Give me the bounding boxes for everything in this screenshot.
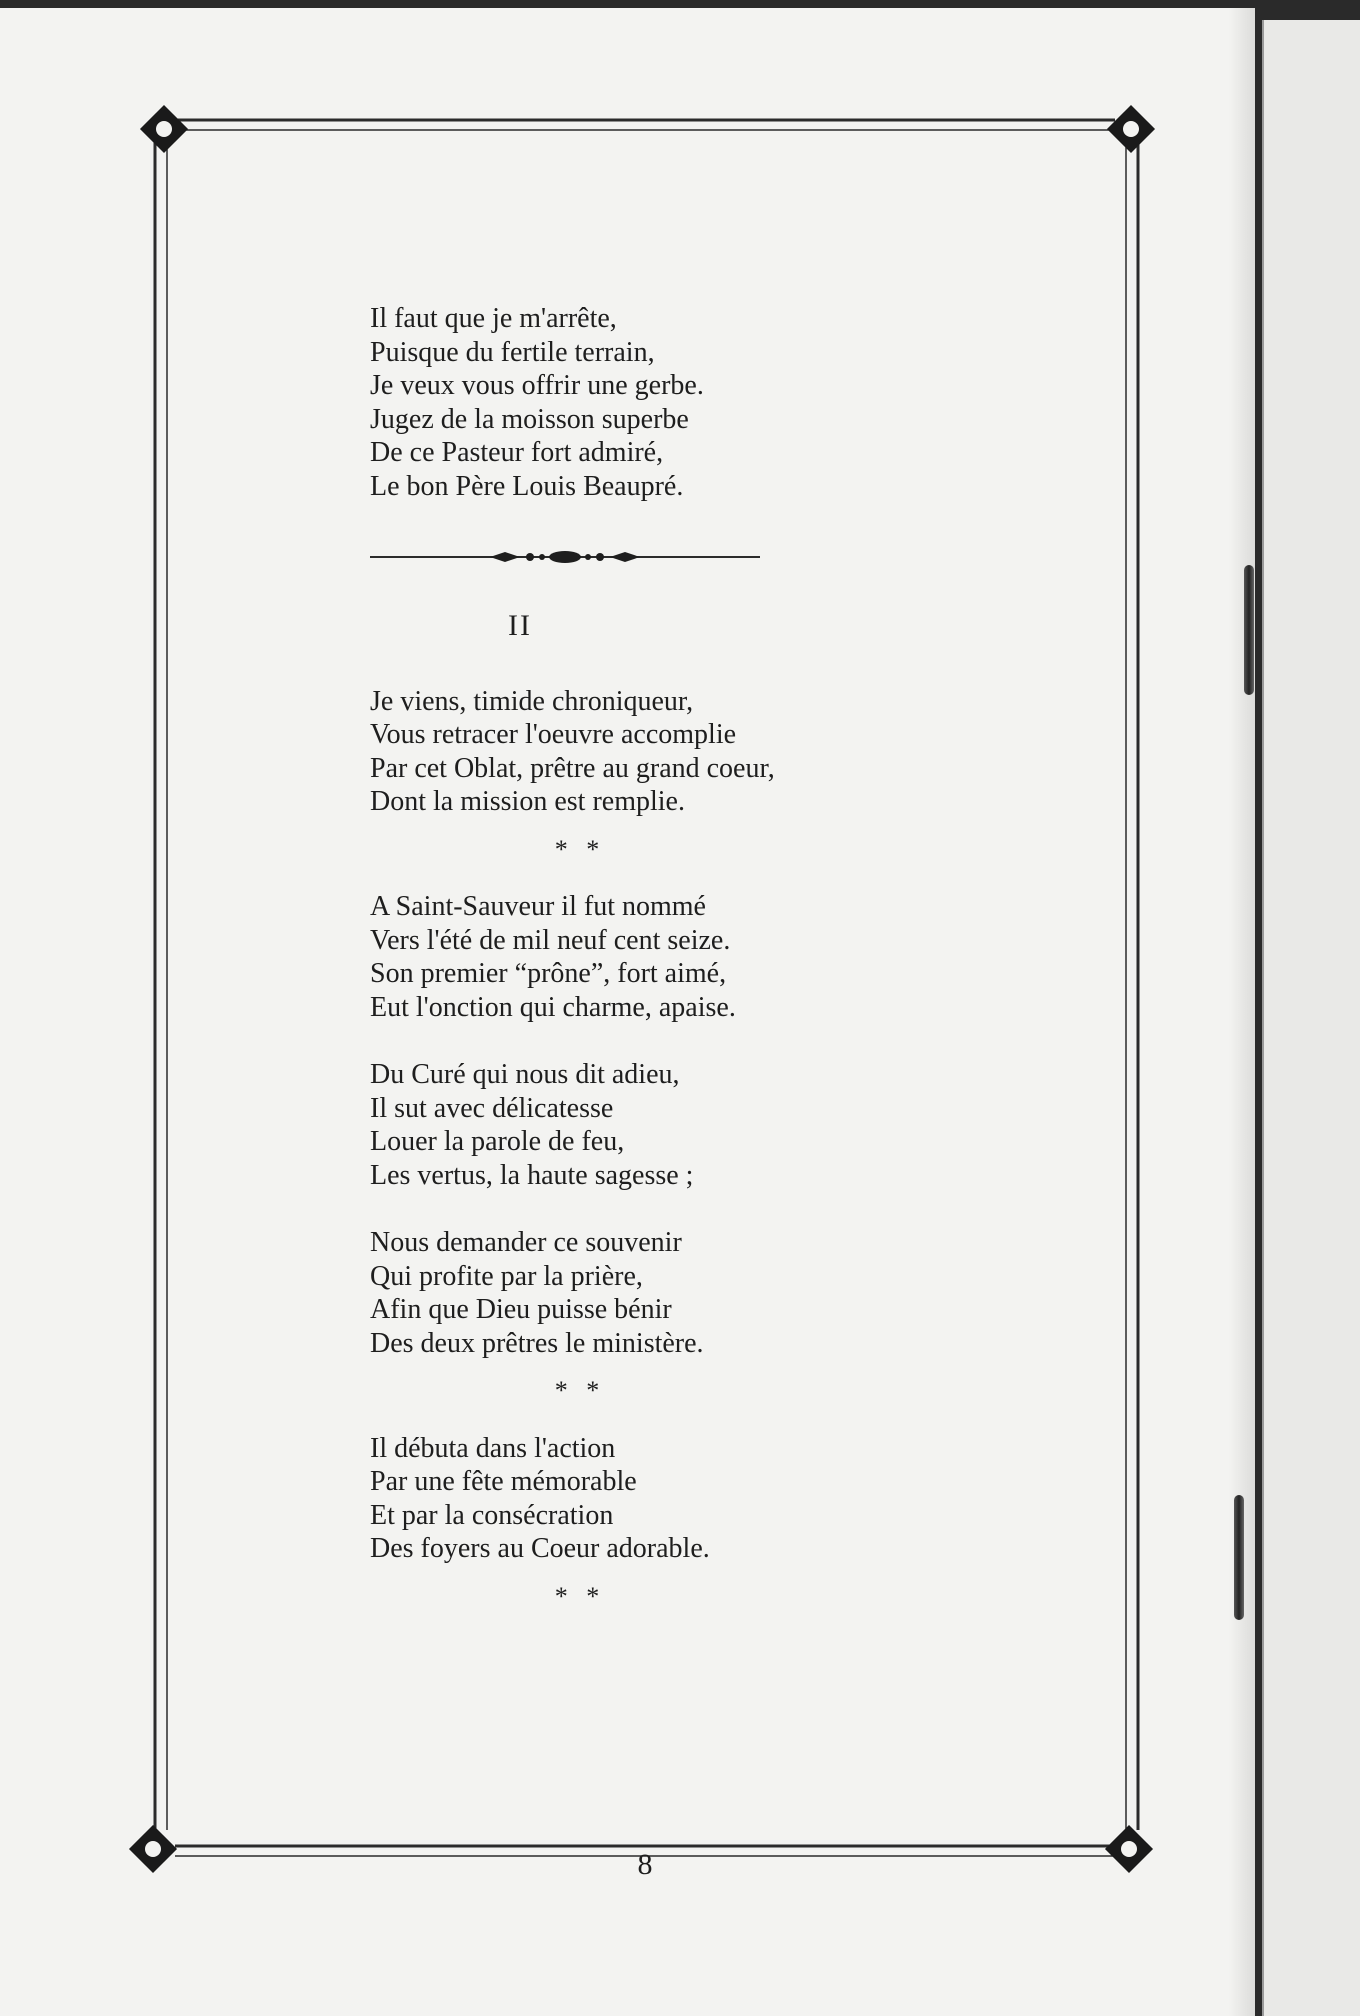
poem-line: Vers l'été de mil neuf cent seize. bbox=[370, 924, 731, 956]
poem-line: Louer la parole de feu, bbox=[370, 1126, 625, 1157]
section-separator: * * bbox=[554, 834, 606, 864]
poem-line: De ce Pasteur fort admiré, bbox=[370, 437, 664, 468]
poem-line: Des foyers au Coeur adorable. bbox=[370, 1533, 710, 1564]
stanza-3 bbox=[370, 890, 990, 1024]
binding-stitch-top bbox=[1244, 565, 1254, 695]
stanza-6 bbox=[370, 1432, 990, 1566]
stanza-5 bbox=[370, 1226, 990, 1360]
poem-line: Des deux prêtres le ministère. bbox=[370, 1327, 704, 1359]
poem-line: Il débuta dans l'action bbox=[370, 1432, 616, 1464]
poem-line: Par une fête mémorable bbox=[370, 1466, 637, 1497]
poem-line: Je viens, timide chroniqueur, bbox=[370, 685, 694, 717]
poem-line: Nous demander ce souvenir bbox=[370, 1227, 682, 1258]
page-number: 8 bbox=[637, 1848, 653, 1881]
poem-line: Jugez de la moisson superbe bbox=[370, 403, 689, 435]
poem-line: Il faut que je m'arrête, bbox=[370, 303, 617, 334]
poem-line: Et par la consécration bbox=[370, 1499, 614, 1531]
poem-line: Vous retracer l'oeuvre accomplie bbox=[370, 719, 737, 750]
adjacent-page-edge bbox=[1262, 20, 1360, 2016]
page-gutter-shadow bbox=[1229, 8, 1255, 2016]
poem-line: Dont la mission est remplie. bbox=[370, 786, 685, 817]
poem-line: Les vertus, la haute sagesse ; bbox=[370, 1159, 694, 1191]
poem-line: Je veux vous offrir une gerbe. bbox=[370, 370, 704, 401]
ornamental-divider-icon bbox=[370, 537, 790, 577]
poem-line: Du Curé qui nous dit adieu, bbox=[370, 1059, 680, 1090]
section-separator: * * bbox=[554, 1581, 606, 1611]
stanza-1 bbox=[370, 302, 990, 503]
poem-line: A Saint-Sauveur il fut nommé bbox=[370, 891, 706, 922]
poem-text bbox=[370, 302, 990, 1637]
stanza-4 bbox=[370, 1058, 990, 1192]
poem-line: Le bon Père Louis Beaupré. bbox=[370, 470, 684, 502]
poem-line: Qui profite par la prière, bbox=[370, 1260, 643, 1292]
poem-line: Son premier “prône”, fort aimé, bbox=[370, 958, 727, 989]
binding-stitch-bottom bbox=[1234, 1495, 1244, 1620]
section-separator: * * bbox=[554, 1376, 606, 1405]
poem-line: Puisque du fertile terrain, bbox=[370, 336, 655, 368]
poem-line: Afin que Dieu puisse bénir bbox=[370, 1294, 672, 1325]
poem-line: Il sut avec délicatesse bbox=[370, 1092, 614, 1124]
stanza-2 bbox=[370, 685, 990, 819]
poem-line: Eut l'onction qui charme, apaise. bbox=[370, 991, 736, 1023]
poem-line: Par cet Oblat, prêtre au grand coeur, bbox=[370, 752, 775, 784]
section-numeral: II bbox=[508, 609, 532, 642]
